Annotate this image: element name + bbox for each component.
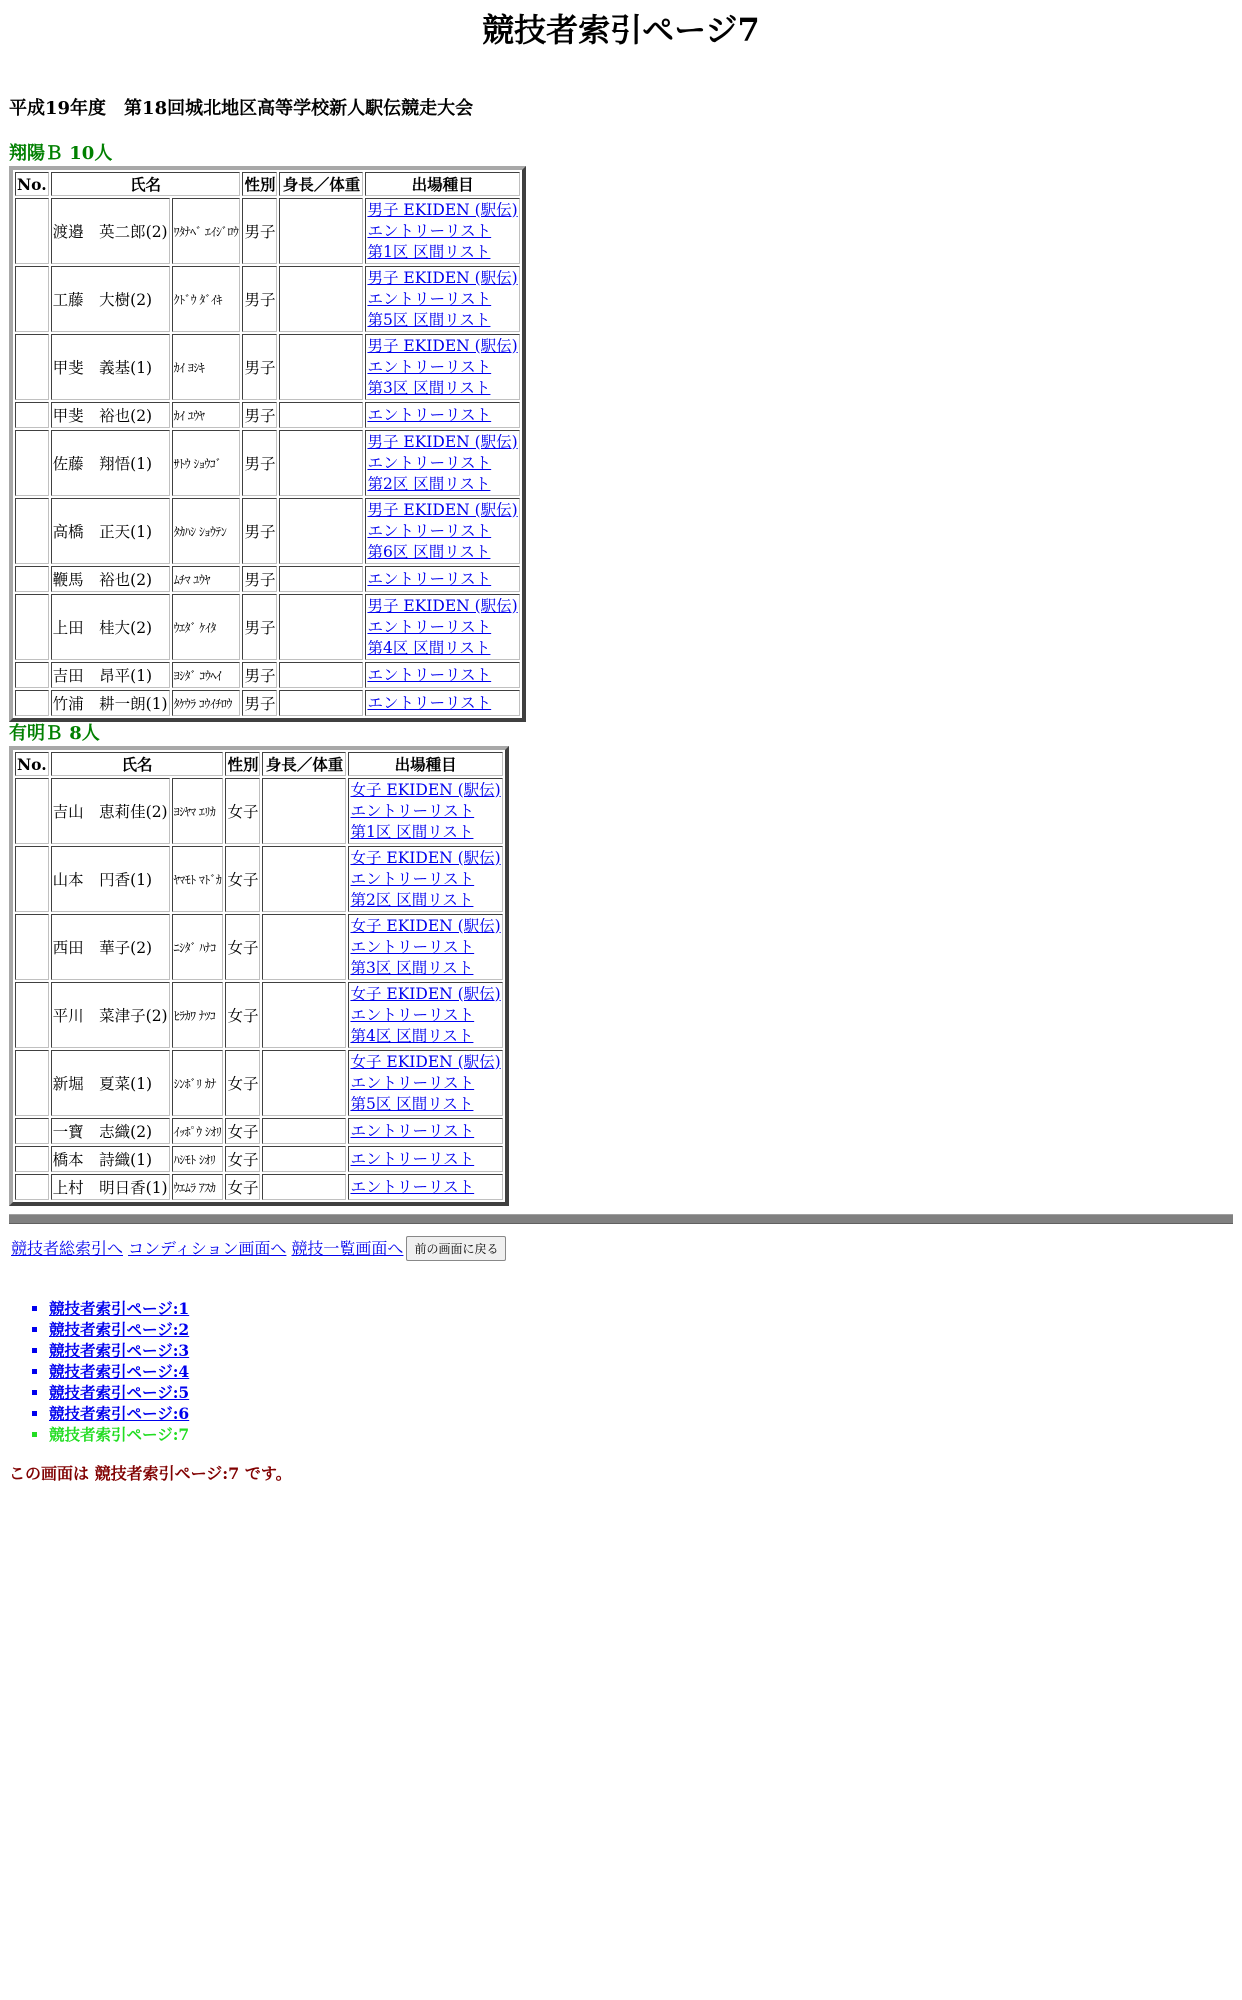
name-header: 氏名	[51, 172, 241, 196]
height-weight-cell	[262, 982, 346, 1048]
height-weight-cell	[262, 778, 346, 844]
index-page-link[interactable]: 競技者索引ページ:1	[49, 1299, 190, 1318]
athlete-name: 吉山 恵莉佳(2)	[51, 778, 170, 844]
athlete-sex: 女子	[225, 1050, 260, 1116]
events-cell	[348, 846, 502, 912]
table-row	[15, 498, 520, 564]
athlete-name: 高橋 正天(1)	[51, 498, 170, 564]
athlete-sex: 男子	[242, 334, 277, 400]
athlete-name: 鞭馬 裕也(2)	[51, 566, 170, 592]
roster-table	[9, 746, 509, 1206]
event-link[interactable]: エントリーリスト	[367, 453, 492, 472]
height-weight-cell	[262, 846, 346, 912]
athlete-name: 一寶 志織(2)	[51, 1118, 170, 1144]
sex-header: 性別	[242, 172, 277, 196]
height-weight-cell	[262, 1174, 346, 1200]
number-cell	[15, 402, 49, 428]
event-link[interactable]: エントリーリスト	[350, 801, 475, 820]
athlete-sex: 男子	[242, 662, 277, 688]
event-link[interactable]: 第2区 区間リスト	[350, 890, 474, 909]
number-cell	[15, 1050, 49, 1116]
events-cell	[365, 498, 519, 564]
athlete-kana: ﾊｼﾓﾄ ｼｵﾘ	[172, 1146, 224, 1172]
number-cell	[15, 198, 49, 264]
table-row	[15, 402, 520, 428]
athlete-name: 渡邉 英二郎(2)	[51, 198, 170, 264]
athlete-name: 甲斐 義基(1)	[51, 334, 170, 400]
no-header: No.	[15, 752, 49, 776]
athlete-kana: ｶｲ ﾕｳﾔ	[172, 402, 241, 428]
event-link[interactable]: エントリーリスト	[367, 521, 492, 540]
athlete-sex: 女子	[225, 1118, 260, 1144]
height-weight-cell	[262, 1146, 346, 1172]
table-row	[15, 778, 503, 844]
events-header: 出場種目	[348, 752, 502, 776]
number-cell	[15, 1146, 49, 1172]
event-link[interactable]: 第3区 区間リスト	[350, 958, 474, 977]
events-cell	[365, 402, 519, 428]
size-header: 身長／体重	[279, 172, 363, 196]
no-header: No.	[15, 172, 49, 196]
table-row	[15, 1118, 503, 1144]
height-weight-cell	[279, 402, 363, 428]
athlete-sex: 女子	[225, 982, 260, 1048]
condition-link[interactable]: コンディション画面へ	[128, 1239, 287, 1258]
athlete-sex: 女子	[225, 914, 260, 980]
size-header: 身長／体重	[262, 752, 346, 776]
team-heading: 有明Ｂ 8人	[9, 723, 100, 744]
number-cell	[15, 266, 49, 332]
athlete-sex: 女子	[225, 1174, 260, 1200]
athlete-kana: ﾀｹｳﾗ ｺｳｲﾁﾛｳ	[172, 690, 241, 716]
athlete-kana: ｳｴﾀﾞ ｹｲﾀ	[172, 594, 241, 660]
event-link[interactable]: エントリーリスト	[367, 617, 492, 636]
number-cell	[15, 662, 49, 688]
event-list-link[interactable]: 競技一覧画面へ	[291, 1239, 404, 1258]
teams-container	[9, 142, 1233, 1206]
table-row	[15, 430, 520, 496]
event-link[interactable]: エントリーリスト	[367, 289, 492, 308]
athlete-index-link[interactable]: 競技者総索引へ	[11, 1239, 124, 1258]
athlete-sex: 男子	[242, 498, 277, 564]
index-page-item	[49, 1424, 1233, 1445]
event-title: 平成19年度 第18回城北地区高等学校新人駅伝競走大会	[9, 98, 474, 119]
event-link[interactable]: エントリーリスト	[367, 569, 492, 588]
athlete-sex: 女子	[225, 778, 260, 844]
current-page-note: この画面は 競技者索引ページ:7 です。	[9, 1464, 292, 1483]
event-link[interactable]: 男子 EKIDEN (駅伝)	[367, 500, 518, 519]
height-weight-cell	[279, 430, 363, 496]
roster-table	[9, 166, 526, 722]
athlete-name: 甲斐 裕也(2)	[51, 402, 170, 428]
horizontal-separator	[9, 1214, 1233, 1224]
height-weight-cell	[279, 198, 363, 264]
event-link[interactable]: 第3区 区間リスト	[367, 378, 491, 397]
athlete-kana: ｳｴﾑﾗ ｱｽｶ	[172, 1174, 224, 1200]
table-header-row	[15, 752, 503, 776]
event-link[interactable]: 第4区 区間リスト	[367, 638, 491, 657]
athlete-kana: ｶｲ ﾖｼｷ	[172, 334, 241, 400]
athlete-name: 吉田 昂平(1)	[51, 662, 170, 688]
table-row	[15, 1146, 503, 1172]
athlete-sex: 男子	[242, 594, 277, 660]
athlete-sex: 男子	[242, 430, 277, 496]
events-cell	[348, 1050, 502, 1116]
event-link[interactable]: 女子 EKIDEN (駅伝)	[350, 984, 501, 1003]
event-link[interactable]: エントリーリスト	[367, 405, 492, 424]
event-link[interactable]: 第1区 区間リスト	[350, 822, 474, 841]
athlete-name: 西田 華子(2)	[51, 914, 170, 980]
athlete-sex: 女子	[225, 1146, 260, 1172]
event-link[interactable]: 第1区 区間リスト	[367, 242, 491, 261]
table-row	[15, 1174, 503, 1200]
event-link[interactable]: 第2区 区間リスト	[367, 474, 491, 493]
index-page-item	[49, 1340, 1233, 1361]
height-weight-cell	[262, 914, 346, 980]
height-weight-cell	[262, 1050, 346, 1116]
table-row	[15, 690, 520, 716]
number-cell	[15, 846, 49, 912]
number-cell	[15, 1118, 49, 1144]
event-link[interactable]: 男子 EKIDEN (駅伝)	[367, 596, 518, 615]
athlete-kana: ｲｯﾎﾟｳ ｼｵﾘ	[172, 1118, 224, 1144]
athlete-sex: 男子	[242, 566, 277, 592]
table-header-row	[15, 172, 520, 196]
athlete-kana: ﾑﾁﾏ ﾕｳﾔ	[172, 566, 241, 592]
athlete-name: 平川 菜津子(2)	[51, 982, 170, 1048]
team-heading: 翔陽Ｂ 10人	[9, 143, 113, 164]
athlete-name: 上村 明日香(1)	[51, 1174, 170, 1200]
height-weight-cell	[262, 1118, 346, 1144]
index-page-link[interactable]: 競技者索引ページ:2	[49, 1320, 190, 1339]
events-cell	[348, 1118, 502, 1144]
index-page-item	[49, 1319, 1233, 1340]
athlete-sex: 女子	[225, 846, 260, 912]
events-header: 出場種目	[365, 172, 519, 196]
event-link[interactable]: 第4区 区間リスト	[350, 1026, 474, 1045]
events-cell	[365, 266, 519, 332]
event-link[interactable]: 女子 EKIDEN (駅伝)	[350, 780, 501, 799]
event-link[interactable]: 第6区 区間リスト	[367, 542, 491, 561]
number-cell	[15, 914, 49, 980]
event-link[interactable]: エントリーリスト	[350, 937, 475, 956]
events-cell	[365, 566, 519, 592]
height-weight-cell	[279, 594, 363, 660]
athlete-name: 橋本 詩織(1)	[51, 1146, 170, 1172]
index-page-link[interactable]: 競技者索引ページ:5	[49, 1383, 190, 1402]
height-weight-cell	[279, 690, 363, 716]
athlete-kana: ﾆｼﾀﾞ ﾊﾅｺ	[172, 914, 224, 980]
athlete-name: 新堀 夏菜(1)	[51, 1050, 170, 1116]
index-page-link[interactable]: 競技者索引ページ:4	[49, 1362, 190, 1381]
number-cell	[15, 982, 49, 1048]
athlete-kana: ﾀｶﾊｼ ｼｮｳﾃﾝ	[172, 498, 241, 564]
table-row	[15, 266, 520, 332]
event-link[interactable]: 女子 EKIDEN (駅伝)	[350, 1052, 501, 1071]
name-header: 氏名	[51, 752, 224, 776]
event-link[interactable]: エントリーリスト	[350, 1121, 475, 1140]
height-weight-cell	[279, 334, 363, 400]
index-page-list	[9, 1298, 1233, 1445]
table-row	[15, 566, 520, 592]
event-link[interactable]: エントリーリスト	[350, 869, 475, 888]
athlete-kana: ﾋﾗｶﾜ ﾅﾂｺ	[172, 982, 224, 1048]
nav-row	[9, 1236, 1233, 1272]
events-cell	[365, 662, 519, 688]
number-cell	[15, 690, 49, 716]
page-title: 競技者索引ページ7	[482, 11, 760, 49]
event-link[interactable]: エントリーリスト	[350, 1177, 475, 1196]
event-link[interactable]: 男子 EKIDEN (駅伝)	[367, 200, 518, 219]
events-cell	[365, 690, 519, 716]
number-cell	[15, 566, 49, 592]
index-page-item	[49, 1403, 1233, 1424]
event-link[interactable]: 女子 EKIDEN (駅伝)	[350, 848, 501, 867]
number-cell	[15, 778, 49, 844]
events-cell	[348, 778, 502, 844]
table-row	[15, 982, 503, 1048]
index-page-item	[49, 1382, 1233, 1403]
event-link[interactable]: エントリーリスト	[350, 1005, 475, 1024]
athlete-kana: ｻﾄｳ ｼｮｳｺﾞ	[172, 430, 241, 496]
events-cell	[348, 914, 502, 980]
table-row	[15, 846, 503, 912]
event-link[interactable]: エントリーリスト	[350, 1073, 475, 1092]
athlete-name: 竹浦 耕一朗(1)	[51, 690, 170, 716]
athlete-kana: ｼﾝﾎﾞﾘ ｶﾅ	[172, 1050, 224, 1116]
event-link[interactable]: 男子 EKIDEN (駅伝)	[367, 268, 518, 287]
athlete-sex: 男子	[242, 266, 277, 332]
athlete-sex: 男子	[242, 402, 277, 428]
events-cell	[365, 334, 519, 400]
table-row	[15, 1050, 503, 1116]
index-page-link[interactable]: 競技者索引ページ:3	[49, 1341, 190, 1360]
index-page-item	[49, 1298, 1233, 1319]
event-link[interactable]: 男子 EKIDEN (駅伝)	[367, 432, 518, 451]
athlete-name: 工藤 大樹(2)	[51, 266, 170, 332]
event-link[interactable]: エントリーリスト	[367, 665, 492, 684]
height-weight-cell	[279, 498, 363, 564]
event-link[interactable]: エントリーリスト	[367, 693, 492, 712]
table-row	[15, 914, 503, 980]
event-link[interactable]: エントリーリスト	[367, 357, 492, 376]
athlete-name: 上田 桂大(2)	[51, 594, 170, 660]
athlete-kana: ﾖｼﾀﾞ ｺｳﾍｲ	[172, 662, 241, 688]
athlete-name: 山本 円香(1)	[51, 846, 170, 912]
table-row	[15, 594, 520, 660]
back-button[interactable]: 前の画面に戻る	[406, 1236, 506, 1261]
current-page-label: 競技者索引ページ:7	[49, 1425, 190, 1444]
height-weight-cell	[279, 662, 363, 688]
athlete-kana: ｸﾄﾞｳ ﾀﾞｲｷ	[172, 266, 241, 332]
events-cell	[348, 982, 502, 1048]
index-page-item	[49, 1361, 1233, 1382]
number-cell	[15, 1174, 49, 1200]
number-cell	[15, 498, 49, 564]
number-cell	[15, 430, 49, 496]
index-page-link[interactable]: 競技者索引ページ:6	[49, 1404, 190, 1423]
event-link[interactable]: エントリーリスト	[350, 1149, 475, 1168]
events-cell	[365, 198, 519, 264]
event-link[interactable]: エントリーリスト	[367, 221, 492, 240]
athlete-kana: ﾔﾏﾓﾄ ﾏﾄﾞｶ	[172, 846, 224, 912]
event-link[interactable]: 第5区 区間リスト	[350, 1094, 474, 1113]
athlete-sex: 男子	[242, 690, 277, 716]
events-cell	[348, 1146, 502, 1172]
athlete-name: 佐藤 翔悟(1)	[51, 430, 170, 496]
table-row	[15, 198, 520, 264]
athlete-sex: 男子	[242, 198, 277, 264]
event-link[interactable]: 女子 EKIDEN (駅伝)	[350, 916, 501, 935]
athlete-kana: ﾜﾀﾅﾍﾞ ｴｲｼﾞﾛｳ	[172, 198, 241, 264]
athlete-kana: ﾖｼﾔﾏ ｴﾘｶ	[172, 778, 224, 844]
event-link[interactable]: 第5区 区間リスト	[367, 310, 491, 329]
height-weight-cell	[279, 566, 363, 592]
events-cell	[365, 594, 519, 660]
number-cell	[15, 334, 49, 400]
table-row	[15, 662, 520, 688]
sex-header: 性別	[225, 752, 260, 776]
height-weight-cell	[279, 266, 363, 332]
event-link[interactable]: 男子 EKIDEN (駅伝)	[367, 336, 518, 355]
events-cell	[365, 430, 519, 496]
events-cell	[348, 1174, 502, 1200]
table-row	[15, 334, 520, 400]
number-cell	[15, 594, 49, 660]
